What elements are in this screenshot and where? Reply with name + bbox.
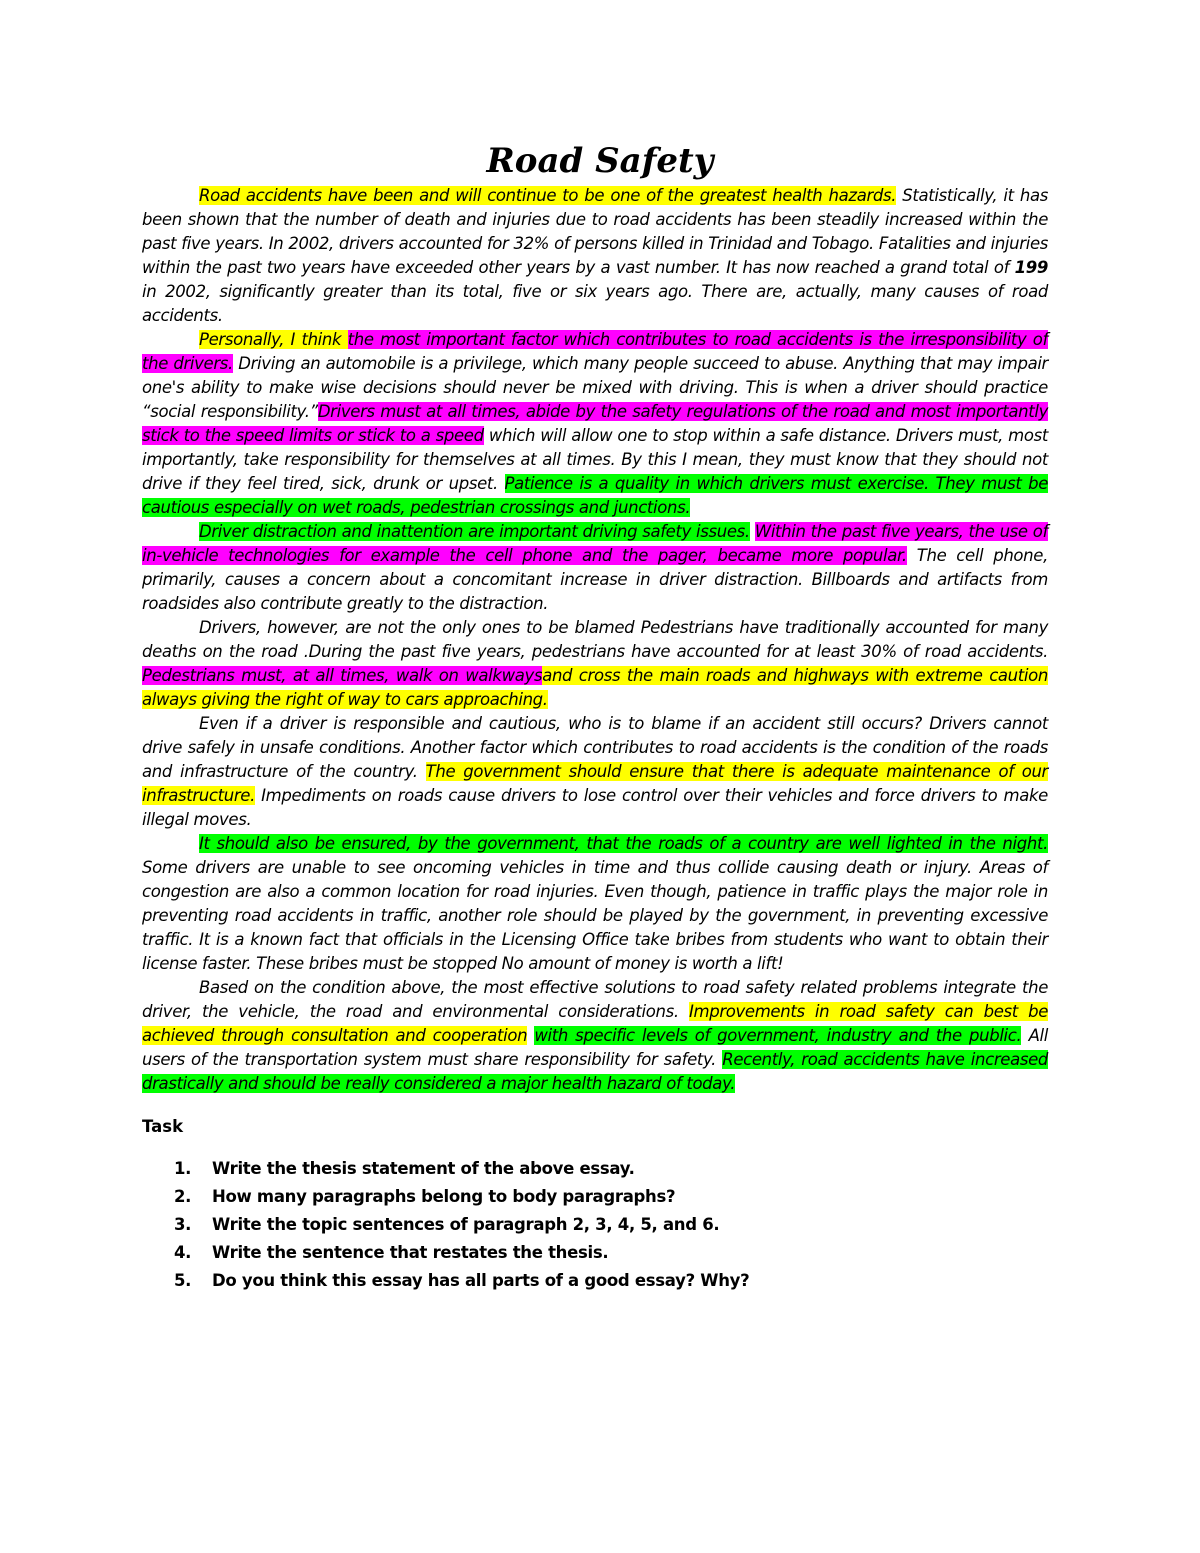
task-item-text: Write the sentence that restates the thesis. (212, 1243, 609, 1262)
essay-text: Driving an automobile is a privilege, which many people succeed to abuse. Anything that may impair one's ability to make wise decisions should never be mixed with driving. This is when a driver should practice “social responsibility.” (142, 354, 1048, 421)
essay-text: in 2002, significantly greater than its total, five or six years ago. There are, actually, many causes of road accidents. (142, 282, 1048, 325)
task-item-number: 1. (174, 1159, 192, 1178)
essay-text: Some drivers are unable to see oncoming vehicles in time and thus collide causing death or injury. Areas of congestion are also a common location for road injuries. Even though, patience in traffic plays the major role in preventing road accidents in traffic, another role should be played by the government, in preventing excessive traffic. It is a known fact that officials in the Licensing Office take bribes from students who want to obtain their license faster. These bribes must be stopped No amount of money is worth a lift! (142, 858, 1048, 973)
essay-text: Even if a driver is responsible and cautious, who is to blame if an accident still occurs? Drivers cannot drive safely in unsafe conditions. Another factor which contributes to road accidents is the condition of the roads and infrastructure of the country. (142, 714, 1048, 781)
task-item-number: 5. (174, 1271, 192, 1290)
task-item (142, 1271, 1048, 1291)
essay-text: Drivers, however, are not the only ones to be blamed Pedestrians have traditionally accounted for many deaths on the road .During the past five years, pedestrians have accounted for at least 30% of road accidents. (142, 618, 1048, 661)
essay-paragraph (142, 976, 1048, 1096)
essay-text: All users of the transportation system must share responsibility for safety. (142, 1026, 1048, 1069)
task-item (142, 1215, 1048, 1235)
task-item-number: 4. (174, 1243, 192, 1262)
highlighted-text-green: Patience is a quality in which drivers must exercise. They must be cautious especially on wet roads, pedestrian crossings and junctions. (142, 474, 1049, 517)
highlighted-text-yellow: and cross the main roads and highways with extreme caution always giving the right of way to cars approaching. (142, 666, 1048, 709)
essay-paragraph (142, 712, 1048, 832)
essay-text: Based on the condition above, the most effective solutions to road safety related problems integrate the driver, the vehicle, the road and environmental considerations. (142, 978, 1048, 1021)
highlighted-text-magenta: Pedestrians must, at all times, walk on walkways (142, 666, 543, 685)
highlighted-text-green: with specific levels of government, industry and the public. (534, 1026, 1022, 1045)
task-item-number: 3. (174, 1215, 192, 1234)
essay-text: Impediments on roads cause drivers to lose control over their vehicles and force drivers to make illegal moves. (142, 786, 1048, 829)
task-item-text: Do you think this essay has all parts of a good essay? Why? (212, 1271, 750, 1290)
task-list (142, 1159, 1048, 1291)
highlighted-text-yellow: Improvements in road safety can best be achieved through consultation and cooperation (142, 1002, 1048, 1045)
task-item (142, 1159, 1048, 1179)
highlighted-text-yellow: Road accidents have been and will continue to be one of the greatest health hazards. (199, 186, 897, 205)
essay-text: Statistically, it has been shown that the number of death and injuries due to road accidents has been steadily increased within the past five years. In 2002, drivers accounted for 32% of persons killed in Trinidad and Tobago. Fatalities and injuries within the past two years have exceeded other years by a vast number. It has now reached a grand total of (142, 186, 1048, 277)
highlighted-text-yellow: The government should ensure that there is adequate maintenance of our infrastructure. (142, 762, 1048, 805)
task-item (142, 1243, 1048, 1263)
highlighted-text-magenta: Drivers must at all times, abide by the safety regulations of the road and most importantly stick to the speed limits or stick to a speed (142, 402, 1048, 445)
highlighted-text-green: It should also be ensured, by the government, that the roads of a country are well lighted in the night. (199, 834, 1048, 853)
essay-body (142, 184, 1048, 1096)
task-item-text: How many paragraphs belong to body paragraphs? (212, 1187, 676, 1206)
task-section (142, 1115, 1048, 1299)
essay-paragraph (142, 616, 1048, 712)
essay-text: which will allow one to stop within a safe distance. Drivers must, most importantly, take responsibility for themselves at all times. By this I mean, they must know that they should not drive if they feel tired, sick, drunk or upset. (142, 426, 1048, 493)
task-item-number: 2. (174, 1187, 192, 1206)
task-item-text: Write the topic sentences of paragraph 2, 3, 4, 5, and 6. (212, 1215, 720, 1234)
highlighted-text-green: Recently, road accidents have increased drastically and should be really considered a major health hazard of today. (142, 1050, 1048, 1093)
essay-paragraph (142, 328, 1048, 520)
task-item-text: Write the thesis statement of the above essay. (212, 1159, 635, 1178)
highlighted-text-green: Driver distraction and inattention are important driving safety issues. (199, 522, 750, 541)
highlighted-text-yellow: Personally, I think (199, 330, 348, 349)
essay-text: 199 (1014, 258, 1048, 277)
highlighted-text-magenta: Within the past five years, the use of in-vehicle technologies for example the cell phone and the pager, became more popular. (142, 522, 1048, 565)
essay-paragraph (142, 520, 1048, 616)
task-heading: Task (142, 1117, 184, 1136)
essay-paragraph (142, 832, 1048, 976)
highlighted-text-magenta: the most important factor which contributes to road accidents is the irresponsibility of the drivers. (142, 330, 1048, 373)
page-title: Road Safety (486, 141, 714, 181)
task-item (142, 1187, 1048, 1207)
essay-paragraph (142, 184, 1048, 328)
essay-text: The cell phone, primarily, causes a concern about a concomitant increase in driver distraction. Billboards and artifacts from roadsides also contribute greatly to the distraction. (142, 546, 1048, 613)
